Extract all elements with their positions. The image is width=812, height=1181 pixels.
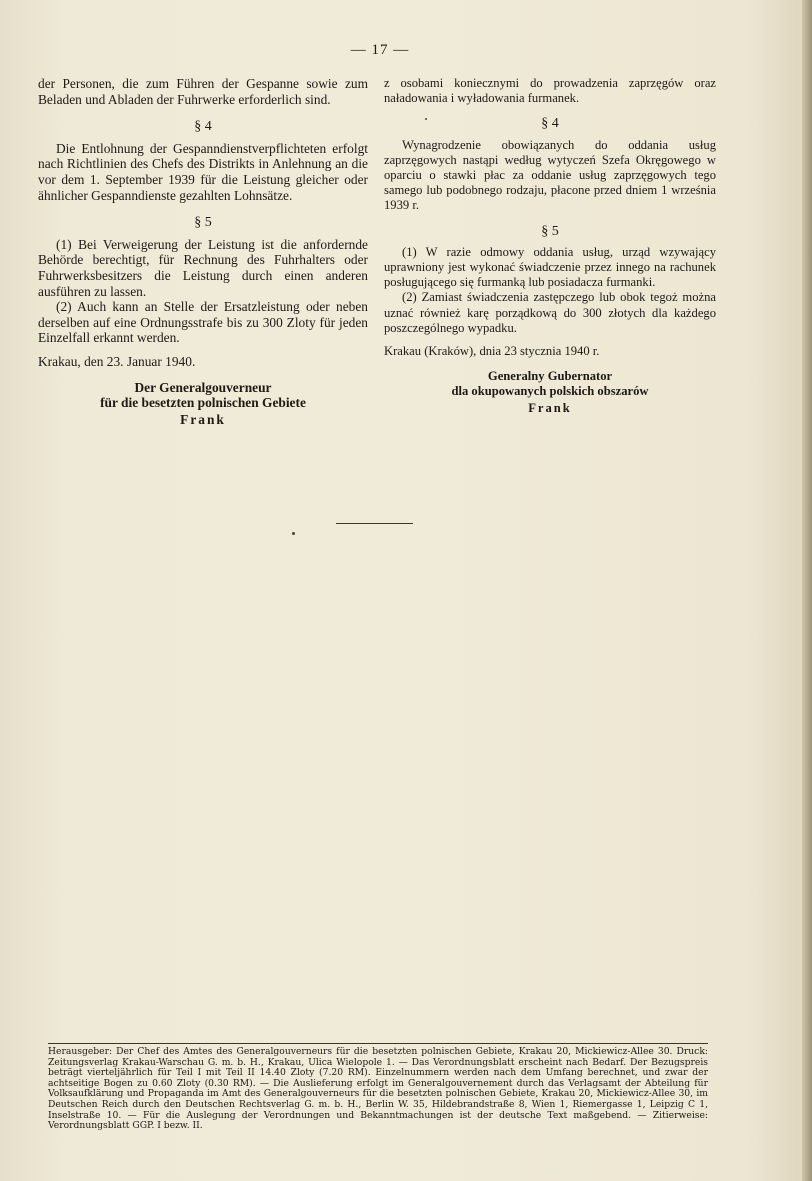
polish-section-5-paragraph-1: (1) W razie odmowy oddania usług, urząd wzywający uprawniony jest wykonać świadczenie przez innego na rachunek posługującego się furmanką lub posiadacza furmanki. [384,244,716,290]
german-section-5-paragraph-1: (1) Bei Verweigerung der Leistung ist die anfordernde Behörde berechtigt, für Rechnung des Fuhrhalters oder Fuhrwerksbesitzers die Leistung durch einen anderen ausführen zu lassen. [38,236,368,299]
german-date-line: Krakau, den 23. Januar 1940. [38,353,196,369]
german-column [38,76,368,427]
page-number: — 17 — [350,42,410,58]
ink-speck [292,532,295,535]
ink-speck [425,118,427,120]
footer-rule [48,1043,708,1044]
polish-column [384,76,716,416]
german-signature-title-2: für die besetzten polnischen Gebiete [100,394,306,410]
polish-signature-name: Frank [528,401,572,416]
polish-signature-block [384,369,716,416]
german-signature-name: Frank [180,411,226,427]
german-section-4-heading: § 4 [194,119,212,135]
german-section-4-text: Die Entlohnung der Gespanndienstverpflichteten erfolgt nach Richtlinien des Chefs des Distrikts in Anlehnung an die vor dem 1. September 1939 für die Leistung gleicher oder ähnlicher Gespanndienste gezahlten Lohnsätze. [38,140,368,203]
publisher-footer [48,1047,708,1132]
polish-intro-text: z osobami koniecznymi do prowadzenia zaprzęgów oraz naładowania i wyładowania furmanek. [384,76,716,106]
polish-section-4-text: Wynagrodzenie obowiązanych do oddania usług zaprzęgowych nastąpi według wytyczeń Szefa Okręgowego w oparciu o stawki płac za oddanie usług zaprzęgowych tego samego lub podobnego rodzaju, płacone przed dniem 1 września 1939 r. [384,137,716,213]
polish-section-5-paragraph-2: (2) Zamiast świadczenia zastępczego lub obok tegoż można uznać również karę porządkową do 300 złotych dla każdego poszczególnego wypadku. [384,290,716,335]
german-section-5-paragraph-2: (2) Auch kann an Stelle der Ersatzleistung oder neben derselben auf eine Ordnungsstrafe bis zu 300 Zloty für jeden Einzelfall erkannt werden. [38,299,368,346]
german-signature-title-1: Der Generalgouverneur [134,379,272,395]
german-intro-text: der Personen, die zum Führen der Gespanne sowie zum Beladen und Abladen der Fuhrwerke erforderlich sind. [38,76,368,107]
german-section-5-heading: § 5 [194,215,212,231]
polish-section-5-heading: § 5 [541,223,559,239]
section-divider [336,523,413,524]
polish-date-line: Krakau (Kraków), dnia 23 stycznia 1940 r. [384,344,600,359]
polish-signature-title-1: Generalny Gubernator [487,369,613,384]
polish-signature-title-2: dla okupowanych polskich obszarów [451,384,649,399]
polish-section-4-heading: § 4 [541,116,559,132]
page-edge-shadow [802,0,812,1181]
german-signature-block [38,380,368,427]
publisher-footer-text: Herausgeber: Der Chef des Amtes des Generalgouverneurs für die besetzten polnischen Gebiete, Krakau 20, Mickiewicz-Allee 30. Druck: Zeitungsverlag Krakau-Warschau G. m. b. H., Krakau, Ulica Wielopole 1. — Das Verordnungsblatt erscheint nach Bedarf. Der Bezugspreis beträgt vierteljährlich für Teil I mit Teil II 14.40 Zloty (7.20 RM). Einzelnummern werden nach dem Umfang berechnet, und zwar der achtseitige Bogen zu 0.60 Zloty (0.30 RM). — Die Auslieferung erfolgt im Generalgouvernement durch das Verlagsamt der Abteilung für Volksaufklärung und Propaganda im Amt des Generalgouverneurs für die besetzten polnischen Gebiete, Krakau 20, Mickiewicz-Allee 30, im Deutschen Reich durch den Deutschen Rechtsverlag G. m. b. H., Berlin W. 35, Hildebrandstraße 8, Wien 1, Riemergasse 1, Leipzig C 1, Inselstraße 10. — Für die Auslegung der Verordnungen und Bekanntmachungen ist der deutsche Text maßgebend. — Zitierweise: Verordnungsblatt GGP. I bezw. II. [48,1046,708,1132]
